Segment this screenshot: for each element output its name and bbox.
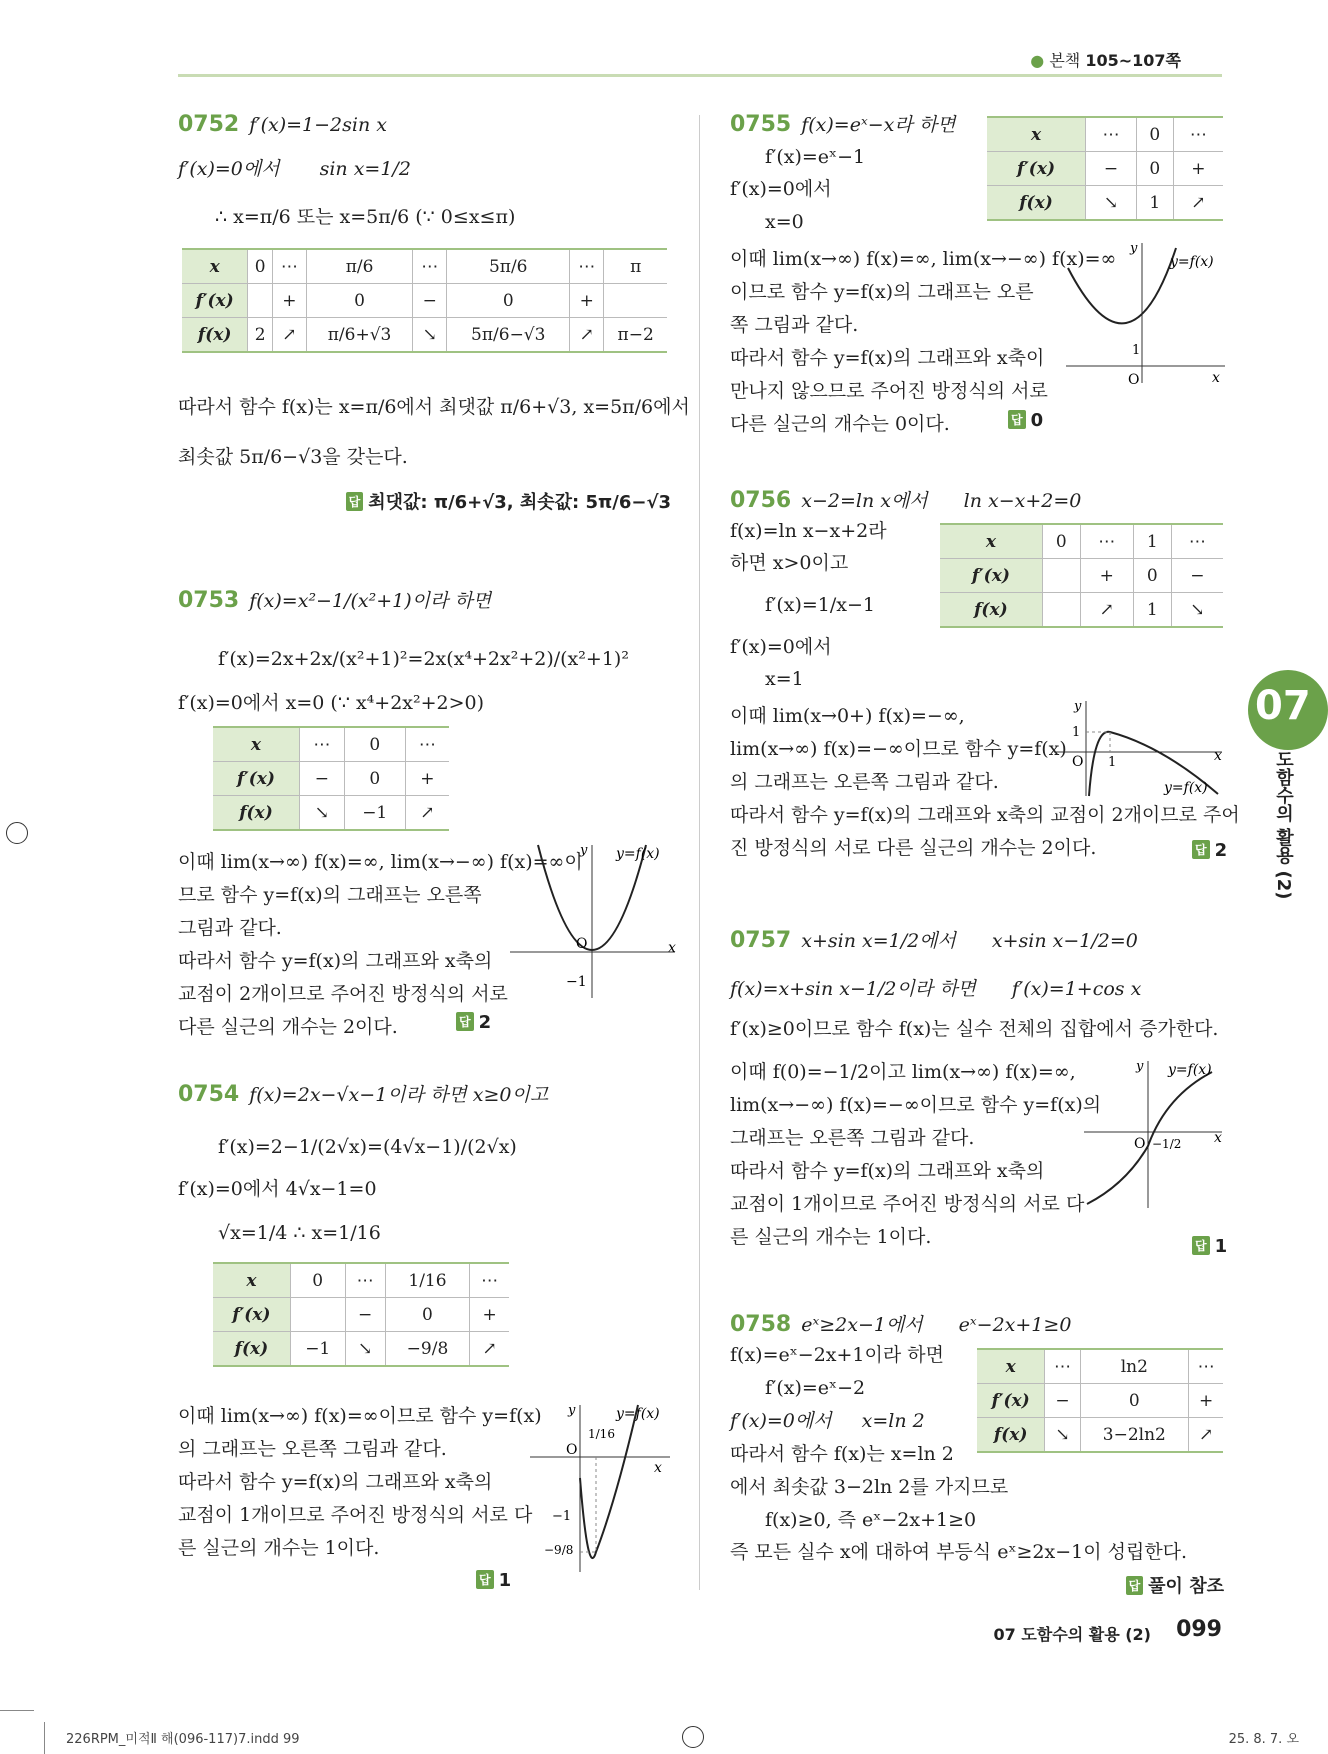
problem-0758-line6: 에서 최솟값 3−2ln 2를 가지므로	[730, 1476, 1009, 1498]
body-line: 른 실근의 개수는 1이다.	[178, 1537, 380, 1559]
table-cell: ↘	[345, 1332, 385, 1367]
table-cell: 0	[1137, 152, 1174, 186]
table-cell: ⋯	[272, 249, 306, 284]
problem-0756-line6: x=1	[765, 668, 804, 690]
problem-number: 0758	[730, 1312, 792, 1337]
tick-x-label: 1/16	[588, 1427, 615, 1441]
origin-label: O	[1072, 754, 1084, 770]
body-line: 이므로 함수 y=f(x)의 그래프는 오른	[730, 281, 1034, 303]
table-cell: ↘	[1171, 593, 1223, 628]
answer-text: 2	[1214, 840, 1228, 861]
body-line: 의 그래프는 오른쪽 그림과 같다.	[178, 1438, 447, 1460]
table-cell: π	[604, 249, 667, 284]
table-cell: 0	[344, 762, 405, 796]
problem-0755-line3: f′(x)=0에서	[730, 178, 832, 200]
row-header: x	[213, 727, 299, 762]
answer-tag: 답	[476, 1570, 494, 1589]
formula: x−2=ln x에서	[801, 490, 928, 512]
curve	[1068, 248, 1176, 323]
table-cell: −1	[290, 1332, 345, 1367]
table-cell: 0	[344, 727, 405, 762]
curve-label: y=f(x)	[1168, 1062, 1212, 1078]
table-cell: ↗	[1173, 186, 1223, 221]
problem-0752-line2	[178, 158, 411, 181]
table-row	[940, 559, 1223, 593]
problem-0752-answer	[346, 488, 671, 514]
problem-0756-line1	[730, 488, 1081, 514]
table-cell: −1	[344, 796, 405, 831]
table-row	[213, 1332, 509, 1367]
formula: eˣ−2x+1≥0	[958, 1314, 1072, 1336]
tick-y-label: −1/2	[1152, 1137, 1182, 1151]
body-line: 따라서 함수 y=f(x)의 그래프와 x축의	[178, 950, 493, 972]
row-header: f′(x)	[940, 559, 1042, 593]
table-cell: −	[1086, 152, 1137, 186]
row-header: f(x)	[213, 796, 299, 831]
table-cell: 0	[385, 1298, 470, 1332]
answer-text: 2	[478, 1012, 492, 1033]
footer-date: 25. 8. 7. 오	[1228, 1732, 1299, 1747]
table-cell: ↗	[1080, 593, 1133, 628]
y-axis-label: y	[1136, 1059, 1144, 1074]
y-axis-label: y	[580, 843, 588, 858]
answer-tag: 답	[1126, 1576, 1144, 1595]
table-cell: 3−2ln2	[1080, 1418, 1189, 1453]
formula: f(x)=x²−1/(x²+1)이라 하면	[249, 590, 492, 612]
table-cell: 0	[306, 284, 412, 318]
origin-label: O	[1134, 1136, 1146, 1152]
table-cell	[290, 1298, 345, 1332]
body-line: 따라서 함수 y=f(x)의 그래프와 x축의	[730, 1160, 1045, 1182]
table-cell: −	[345, 1298, 385, 1332]
body-line: 따라서 함수 y=f(x)의 그래프와 x축의 교점이 2개이므로 주어	[730, 804, 1240, 826]
problem-0758-line8: 즉 모든 실수 x에 대하여 부등식 eˣ≥2x−1이 성립한다.	[730, 1541, 1188, 1563]
tick-y-label: 1	[1072, 725, 1081, 740]
answer-tag: 답	[1192, 840, 1210, 859]
table-cell: ⋯	[1171, 524, 1223, 559]
table-cell: ↗	[405, 796, 449, 831]
registration-mark-icon	[682, 1726, 704, 1748]
formula: sin x=1/2	[319, 158, 411, 180]
problem-0753-line2: f′(x)=2x+2x/(x²+1)²=2x(x⁴+2x²+2)/(x²+1)²	[218, 648, 629, 670]
row-header: f′(x)	[987, 152, 1086, 186]
problem-0757-answer	[1192, 1236, 1227, 1257]
table-row	[940, 593, 1223, 628]
problem-0755-line2: f′(x)=eˣ−1	[765, 146, 866, 168]
problem-0755-table	[987, 116, 1223, 221]
answer-text: 1	[1214, 1236, 1228, 1257]
table-cell: ⋯	[345, 1263, 385, 1298]
table-cell: ↘	[1086, 186, 1137, 221]
problem-0756-answer	[1192, 840, 1227, 861]
table-cell: 2	[248, 318, 273, 353]
y-intercept-label: 1	[1132, 343, 1141, 358]
formula: f′(x)=1+cos x	[1011, 978, 1142, 1000]
problem-0758-answer	[1126, 1572, 1224, 1598]
row-header: f′(x)	[213, 1298, 290, 1332]
problem-0754-table	[213, 1262, 509, 1367]
tick-y2-label: −9/8	[544, 1543, 574, 1557]
table-cell: −	[299, 762, 344, 796]
table-row	[987, 117, 1223, 152]
problem-0756-graph	[1052, 696, 1227, 801]
body-line: 교점이 1개이므로 주어진 방정식의 서로 다	[178, 1504, 533, 1526]
table-cell: −	[1171, 559, 1223, 593]
body-line: 이때 lim(x→∞) f(x)=∞, lim(x→−∞) f(x)=∞이	[178, 851, 583, 873]
body-line: 진 방정식의 서로 다른 실근의 개수는 2이다.	[730, 837, 1097, 859]
side-tab-title: 도함수의 활용 (2)	[1273, 750, 1294, 900]
problem-0753-graph	[510, 840, 680, 1000]
body-line: 교점이 2개이므로 주어진 방정식의 서로	[178, 983, 508, 1005]
table-cell: π−2	[604, 318, 667, 353]
tick-y1-label: −1	[552, 1509, 572, 1524]
table-row	[182, 249, 667, 284]
table-cell: 1	[1137, 186, 1174, 221]
problem-number: 0757	[730, 928, 792, 953]
problem-0757-body	[730, 1056, 1101, 1254]
body-line: 그래프는 오른쪽 그림과 같다.	[730, 1127, 975, 1149]
table-row	[213, 727, 449, 762]
x-axis-label: x	[1212, 370, 1220, 386]
table-cell: ln2	[1080, 1349, 1189, 1384]
row-header: f(x)	[987, 186, 1086, 221]
formula: f(x)=x+sin x−1/2이라 하면	[730, 978, 976, 1000]
table-cell: 1/16	[385, 1263, 470, 1298]
problem-0754-graph	[530, 1400, 680, 1575]
answer-text: 풀이 참조	[1148, 1576, 1224, 1597]
problem-0757-line1	[730, 928, 1138, 954]
problem-0754-line3: f′(x)=0에서 4√x−1=0	[178, 1178, 377, 1200]
body-line: 이때 lim(x→∞) f(x)=∞, lim(x→−∞) f(x)=∞	[730, 248, 1117, 270]
y-axis-label: y	[1074, 699, 1082, 714]
table-cell: −	[1045, 1384, 1080, 1418]
problem-0758-line4	[730, 1410, 925, 1433]
table-row	[213, 1263, 509, 1298]
table-row	[977, 1349, 1223, 1384]
bullet-dot-icon: ●	[1030, 51, 1045, 70]
table-cell: ⋯	[1080, 524, 1133, 559]
answer-text: 최댓값: π/6+√3, 최솟값: 5π/6−√3	[368, 492, 671, 513]
problem-0755-line4: x=0	[765, 211, 804, 233]
table-cell: ⋯	[470, 1263, 509, 1298]
column-divider	[699, 115, 700, 1590]
formula: f′(x)=0에서	[178, 158, 280, 180]
problem-0754-answer	[476, 1570, 511, 1591]
problem-0758-line3: f′(x)=eˣ−2	[765, 1377, 866, 1399]
table-row	[977, 1384, 1223, 1418]
side-tab-number: 07	[1255, 683, 1311, 729]
problem-0753-table	[213, 726, 449, 831]
curve-label: y=f(x)	[616, 1406, 660, 1422]
table-cell: 5π/6−√3	[447, 318, 570, 353]
y-axis-label: y	[568, 1403, 576, 1418]
table-cell: ↗	[1189, 1418, 1223, 1453]
table-cell: +	[1189, 1384, 1223, 1418]
table-cell: ↗	[570, 318, 604, 353]
problem-0757-graph	[1082, 1056, 1232, 1211]
y-intercept-label: −1	[566, 974, 587, 990]
row-header: x	[977, 1349, 1045, 1384]
answer-tag: 답	[1008, 410, 1026, 429]
problem-0754-line4: √x=1/4 ∴ x=1/16	[218, 1222, 381, 1244]
problem-0755-body	[730, 243, 1116, 441]
table-cell: ⋯	[405, 727, 449, 762]
problem-0757-line3: f′(x)≥0이므로 함수 f(x)는 실수 전체의 집합에서 증가한다.	[730, 1018, 1219, 1040]
origin-label: O	[1128, 372, 1140, 388]
body-line: 므로 함수 y=f(x)의 그래프는 오른쪽	[178, 884, 482, 906]
table-row	[182, 318, 667, 353]
table-cell: 1	[1133, 593, 1171, 628]
table-cell: π/6	[306, 249, 412, 284]
table-cell: ⋯	[299, 727, 344, 762]
row-header: f(x)	[182, 318, 248, 353]
table-cell: 0	[248, 249, 273, 284]
problem-number: 0756	[730, 488, 792, 513]
problem-0752-line4: 따라서 함수 f(x)는 x=π/6에서 최댓값 π/6+√3, x=5π/6에서	[178, 396, 690, 418]
header-pages: 105~107쪽	[1085, 51, 1181, 70]
footer-chapter: 07 도함수의 활용 (2)	[993, 1625, 1151, 1644]
curve	[1087, 1072, 1212, 1204]
table-row	[987, 152, 1223, 186]
formula: x+sin x−1/2=0	[991, 930, 1138, 952]
problem-0752-line5: 최솟값 5π/6−√3을 갖는다.	[178, 446, 408, 468]
formula: f(x)=eˣ−x라 하면	[801, 114, 956, 136]
formula: f′(x)=0에서	[730, 1410, 832, 1432]
body-line: 만나지 않으므로 주어진 방정식의 서로	[730, 380, 1048, 402]
problem-0753-answer	[456, 1012, 491, 1033]
answer-text: 0	[1030, 410, 1044, 431]
registration-mark-icon	[6, 822, 28, 844]
problem-0758-table	[977, 1348, 1223, 1453]
x-axis-label: x	[1214, 748, 1222, 764]
table-cell: +	[405, 762, 449, 796]
table-cell: ⋯	[1086, 117, 1137, 152]
body-line: 따라서 함수 y=f(x)의 그래프와 x축의	[178, 1471, 493, 1493]
x-axis-label: x	[654, 1460, 662, 1476]
header-rule	[178, 74, 1222, 77]
body-line: 그림과 같다.	[178, 917, 282, 939]
table-cell: −	[413, 284, 447, 318]
footer-file: 226RPM_미적Ⅱ 해(096-117)7.indd 99	[66, 1732, 300, 1747]
body-line: 이때 f(0)=−1/2이고 lim(x→∞) f(x)=∞,	[730, 1061, 1076, 1083]
table-cell: ↗	[272, 318, 306, 353]
row-header: f(x)	[977, 1418, 1045, 1453]
table-row	[213, 762, 449, 796]
table-cell: ⋯	[1045, 1349, 1080, 1384]
page-header	[1030, 48, 1181, 71]
curve-label: y=f(x)	[616, 846, 660, 862]
problem-number: 0754	[178, 1082, 240, 1107]
answer-tag: 답	[1192, 1236, 1210, 1255]
footer-page: 099	[1176, 1617, 1222, 1642]
row-header: x	[940, 524, 1042, 559]
problem-0754-body	[178, 1400, 542, 1565]
table-cell: 1	[1133, 524, 1171, 559]
row-header: x	[182, 249, 248, 284]
table-cell: −9/8	[385, 1332, 470, 1367]
problem-0752-line1	[178, 112, 387, 138]
table-cell: π/6+√3	[306, 318, 412, 353]
body-line: 따라서 함수 y=f(x)의 그래프와 x축이	[730, 347, 1045, 369]
problem-0752-table	[182, 248, 667, 353]
formula: eˣ≥2x−1에서	[801, 1314, 923, 1336]
row-header: f′(x)	[182, 284, 248, 318]
table-cell	[1042, 593, 1080, 628]
problem-0756-line5: f′(x)=0에서	[730, 636, 832, 658]
table-cell: 0	[1137, 117, 1174, 152]
problem-0752-line3: ∴ x=π/6 또는 x=5π/6 (∵ 0≤x≤π)	[215, 206, 516, 228]
problem-0754-line1	[178, 1082, 548, 1108]
answer-tag: 답	[346, 492, 364, 511]
table-row	[987, 186, 1223, 221]
table-cell: ⋯	[570, 249, 604, 284]
table-cell: ↘	[299, 796, 344, 831]
body-line: 다른 실근의 개수는 2이다.	[178, 1016, 398, 1038]
problem-0755-line1	[730, 112, 955, 138]
row-header: x	[213, 1263, 290, 1298]
row-header: f(x)	[940, 593, 1042, 628]
origin-label: O	[576, 936, 588, 952]
table-cell: ↗	[470, 1332, 509, 1367]
table-cell: 0	[1080, 1384, 1189, 1418]
table-cell: ⋯	[1189, 1349, 1223, 1384]
table-cell: +	[1080, 559, 1133, 593]
body-line: lim(x→∞) f(x)=−∞이므로 함수 y=f(x)	[730, 738, 1067, 760]
problem-0756-line3: 하면 x>0이고	[730, 552, 849, 574]
body-line: 교점이 1개이므로 주어진 방정식의 서로 다	[730, 1193, 1085, 1215]
x-axis-label: x	[1214, 1130, 1222, 1146]
problem-0756-line2: f(x)=ln x−x+2라	[730, 520, 887, 542]
table-cell: 5π/6	[447, 249, 570, 284]
answer-tag: 답	[456, 1012, 474, 1031]
crop-mark	[0, 1710, 34, 1711]
problem-0755-graph	[1060, 238, 1230, 388]
problem-0754-line2: f′(x)=2−1/(2√x)=(4√x−1)/(2√x)	[218, 1136, 517, 1158]
table-cell: +	[470, 1298, 509, 1332]
table-cell	[604, 284, 667, 318]
body-line: lim(x→−∞) f(x)=−∞이므로 함수 y=f(x)의	[730, 1094, 1102, 1116]
problem-0758-line7: f(x)≥0, 즉 eˣ−2x+1≥0	[765, 1509, 977, 1531]
row-header: f(x)	[213, 1332, 290, 1367]
table-cell: +	[1173, 152, 1223, 186]
problem-0758-line1	[730, 1312, 1071, 1338]
origin-label: O	[566, 1442, 578, 1458]
table-cell: +	[570, 284, 604, 318]
row-header: x	[987, 117, 1086, 152]
formula: x=ln 2	[861, 1410, 925, 1432]
formula: f′(x)=1−2sin x	[249, 114, 387, 136]
problem-0758-line5: 따라서 함수 f(x)는 x=ln 2	[730, 1443, 954, 1465]
row-header: f′(x)	[977, 1384, 1045, 1418]
body-line: 의 그래프는 오른쪽 그림과 같다.	[730, 771, 999, 793]
table-cell: 0	[290, 1263, 345, 1298]
curve-label: y=f(x)	[1164, 780, 1208, 796]
table-cell: +	[272, 284, 306, 318]
crop-mark	[44, 1722, 45, 1754]
table-row	[213, 796, 449, 831]
x-axis-label: x	[668, 940, 676, 956]
row-header: f′(x)	[213, 762, 299, 796]
header-label: 본책	[1049, 51, 1081, 70]
problem-0753-line1	[178, 588, 491, 614]
problem-number: 0753	[178, 588, 240, 613]
table-cell	[248, 284, 273, 318]
table-cell: 0	[447, 284, 570, 318]
table-cell: ↘	[1045, 1418, 1080, 1453]
problem-0757-line2	[730, 978, 1141, 1001]
body-line: 쪽 그림과 같다.	[730, 314, 859, 336]
table-row	[940, 524, 1223, 559]
formula: f(x)=2x−√x−1이라 하면 x≥0이고	[249, 1084, 549, 1106]
problem-0753-line3: f′(x)=0에서 x=0 (∵ x⁴+2x²+2>0)	[178, 692, 485, 714]
table-cell: 0	[1133, 559, 1171, 593]
table-row	[977, 1418, 1223, 1453]
problem-number: 0755	[730, 112, 792, 137]
table-row	[213, 1298, 509, 1332]
problem-0755-answer	[1008, 410, 1043, 431]
curve-label: y=f(x)	[1170, 254, 1214, 270]
body-line: 이때 lim(x→∞) f(x)=∞이므로 함수 y=f(x)	[178, 1405, 542, 1427]
y-axis-label: y	[1130, 241, 1138, 256]
formula: x+sin x=1/2에서	[801, 930, 956, 952]
body-line: 이때 lim(x→0+) f(x)=−∞,	[730, 705, 965, 727]
table-cell	[1042, 559, 1080, 593]
body-line: 른 실근의 개수는 1이다.	[730, 1226, 932, 1248]
problem-0756-table	[940, 523, 1223, 628]
body-line: 다른 실근의 개수는 0이다.	[730, 413, 950, 435]
tick-x-label: 1	[1108, 755, 1117, 770]
table-cell: 0	[1042, 524, 1080, 559]
answer-text: 1	[498, 1570, 512, 1591]
problem-0758-line2: f(x)=eˣ−2x+1이라 하면	[730, 1344, 944, 1366]
problem-0756-line4: f′(x)=1/x−1	[765, 594, 876, 616]
formula: ln x−x+2=0	[963, 490, 1082, 512]
table-row	[182, 284, 667, 318]
table-cell: ↘	[413, 318, 447, 353]
table-cell: ⋯	[1173, 117, 1223, 152]
table-cell: ⋯	[413, 249, 447, 284]
problem-number: 0752	[178, 112, 240, 137]
